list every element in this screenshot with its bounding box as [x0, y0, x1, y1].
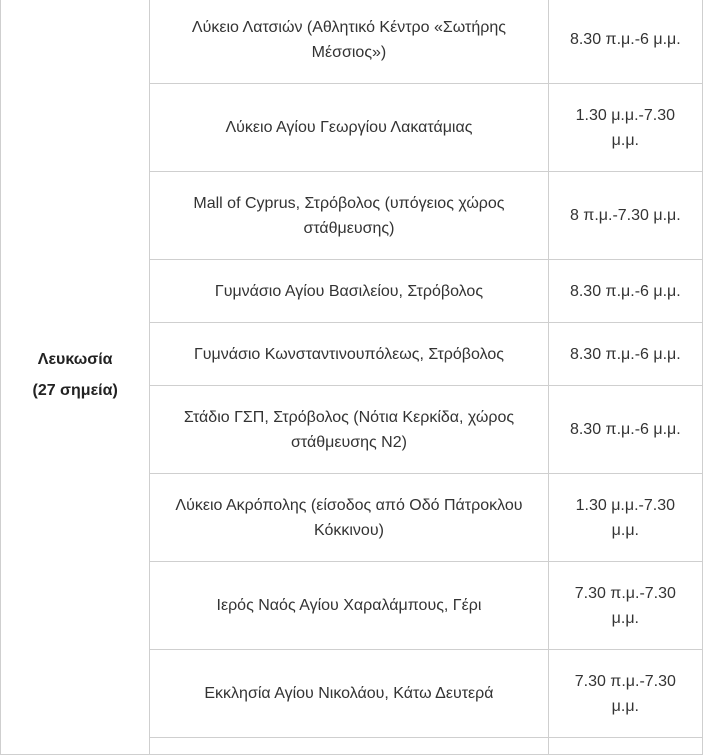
hours-cell: 1.30 μ.μ.-7.30 μ.μ.: [548, 474, 702, 562]
hours-cell: 7.30 π.μ.-7.30 μ.μ.: [548, 562, 702, 650]
location-cell: Στάδιο ΓΣΠ, Στρόβολος (Νότια Κερκίδα, χώρος στάθμευσης Ν2): [150, 386, 548, 474]
location-cell: [150, 738, 548, 755]
location-cell: Εκκλησία Αγίου Νικολάου, Κάτω Δευτερά: [150, 650, 548, 738]
table-row: [1, 0, 703, 84]
region-cell: [1, 0, 150, 755]
location-cell: Ιερός Ναός Αγίου Χαραλάμπους, Γέρι: [150, 562, 548, 650]
region-count: (27 σημεία): [32, 382, 118, 399]
hours-cell: [548, 738, 702, 755]
location-cell: Λύκειο Ακρόπολης (είσοδος από Οδό Πάτροκλου Κόκκινου): [150, 474, 548, 562]
region-name: Λευκωσία: [37, 351, 113, 368]
location-cell: Γυμνάσιο Αγίου Βασιλείου, Στρόβολος: [150, 260, 548, 323]
hours-cell: 8.30 π.μ.-6 μ.μ.: [548, 260, 702, 323]
hours-cell: 8.30 π.μ.-6 μ.μ.: [548, 386, 702, 474]
location-cell: Γυμνάσιο Κωνσταντινουπόλεως, Στρόβολος: [150, 323, 548, 386]
location-cell: Λύκειο Αγίου Γεωργίου Λακατάμιας: [150, 84, 548, 172]
hours-cell: 1.30 μ.μ.-7.30 μ.μ.: [548, 84, 702, 172]
hours-cell: 8.30 π.μ.-6 μ.μ.: [548, 0, 702, 84]
hours-cell: 8.30 π.μ.-6 μ.μ.: [548, 323, 702, 386]
location-cell: Λύκειο Λατσιών (Αθλητικό Κέντρο «Σωτήρης Μέσσιος»): [150, 0, 548, 84]
location-cell: Mall of Cyprus, Στρόβολος (υπόγειος χώρος στάθμευσης): [150, 172, 548, 260]
hours-cell: 8 π.μ.-7.30 μ.μ.: [548, 172, 702, 260]
hours-cell: 7.30 π.μ.-7.30 μ.μ.: [548, 650, 702, 738]
